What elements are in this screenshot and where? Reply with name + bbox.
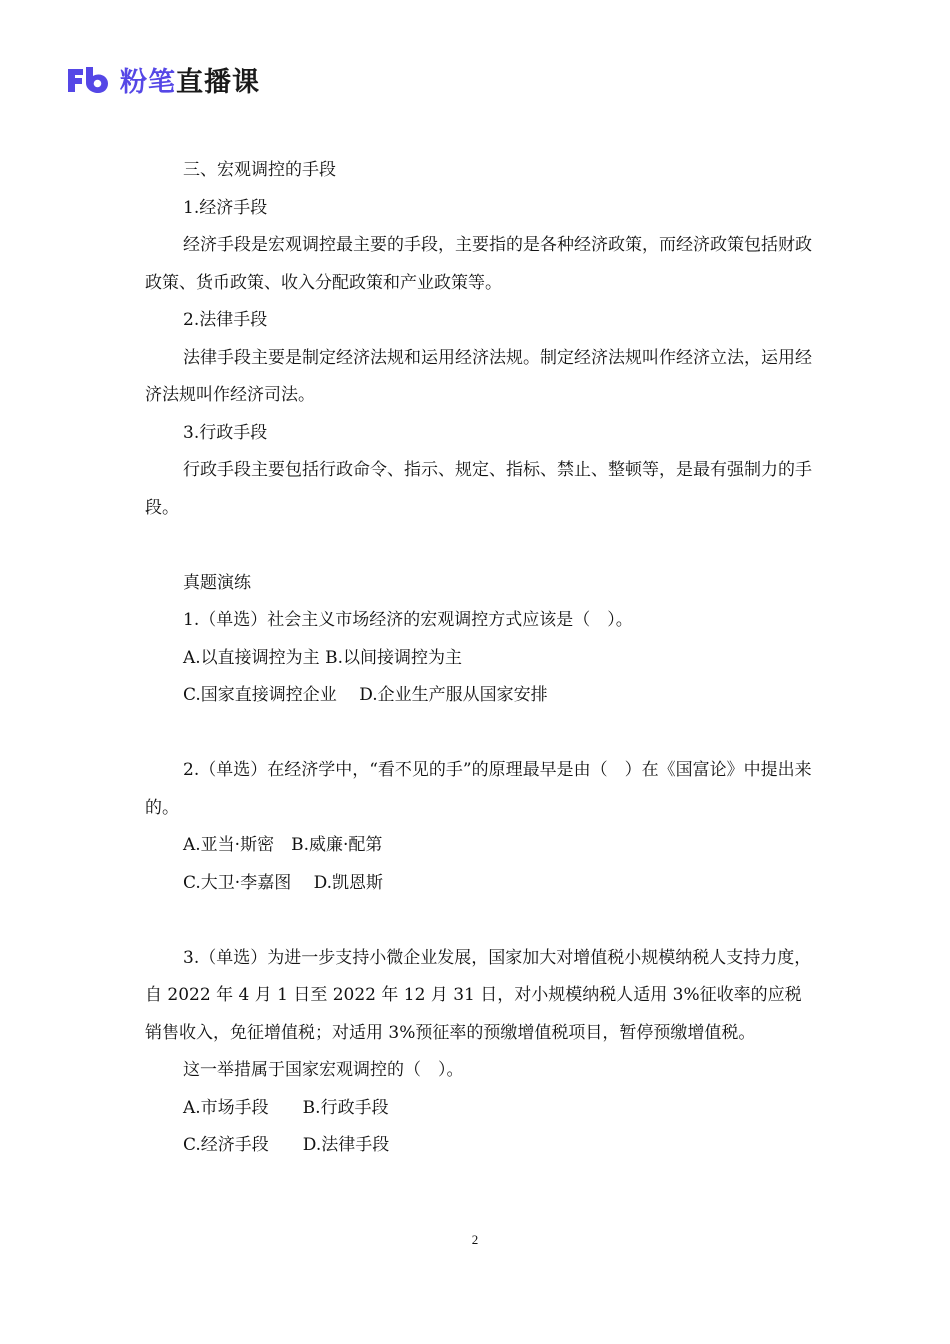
spacer [145,527,815,565]
fb-logo-icon [66,65,110,95]
subsection-title-economic: 1.经济手段 [183,197,268,218]
page-number: 2 [471,1232,479,1247]
question-2-stem: 2.（单选）在经济学中，“看不见的手”的原理最早是由（ ）在《国富论》中提出来的。 [145,760,812,818]
question-2-options-ab: A.亚当·斯密 B.威廉·配第 [183,835,383,855]
logo-product-text: 直播课 [176,67,260,98]
practice-heading: 真题演练 [183,572,251,593]
paragraph-administrative: 行政手段主要包括行政命令、指示、规定、指标、禁止、整顿等，是最有强制力的手段。 [145,460,812,518]
question-3-stem: 3.（单选）为进一步支持小微企业发展，国家加大对增值税小规模纳税人支持力度，自 2022 年 4 月 1 日至 2022 年 12 月 31 日，对小规模纳税人适用 3%征收率的应税销售收入，免征增值税；对适用 3%预征率的预缴增值税项目，暂停预缴增值税。 [145,947,812,1043]
subsection-title-legal: 2.法律手段 [183,310,268,330]
question-2-options-cd: C.大卫·李嘉图 D.凯恩斯 [183,872,384,893]
spacer [145,715,815,753]
question-1-options-cd: C.国家直接调控企业 D.企业生产服从国家安排 [183,685,548,705]
question-1-stem: 1.（单选）社会主义市场经济的宏观调控方式应该是（ ）。 [183,610,633,630]
question-1-options-ab: A.以直接调控为主 B.以间接调控为主 [183,647,462,668]
document-body [145,152,815,1165]
logo-wordmark [120,60,260,99]
paragraph-legal: 法律手段主要是制定经济法规和运用经济法规。制定经济法规叫作经济立法，运用经济法规叫作经济司法。 [145,347,812,405]
subsection-title-administrative: 3.行政手段 [183,422,268,443]
question-3-options-cd: C.经济手段 D.法律手段 [183,1135,390,1155]
spacer [145,902,815,940]
paragraph-economic: 经济手段是宏观调控最主要的手段，主要指的是各种经济政策，而经济政策包括财政政策、货币政策、收入分配政策和产业政策等。 [145,235,812,293]
section-heading: 三、宏观调控的手段 [183,160,336,180]
brand-logo [66,60,260,99]
question-3-options-ab: A.市场手段 B.行政手段 [183,1097,389,1118]
question-3-question: 这一举措属于国家宏观调控的（ ）。 [183,1060,464,1080]
logo-brand-text: 粉笔 [120,67,176,98]
